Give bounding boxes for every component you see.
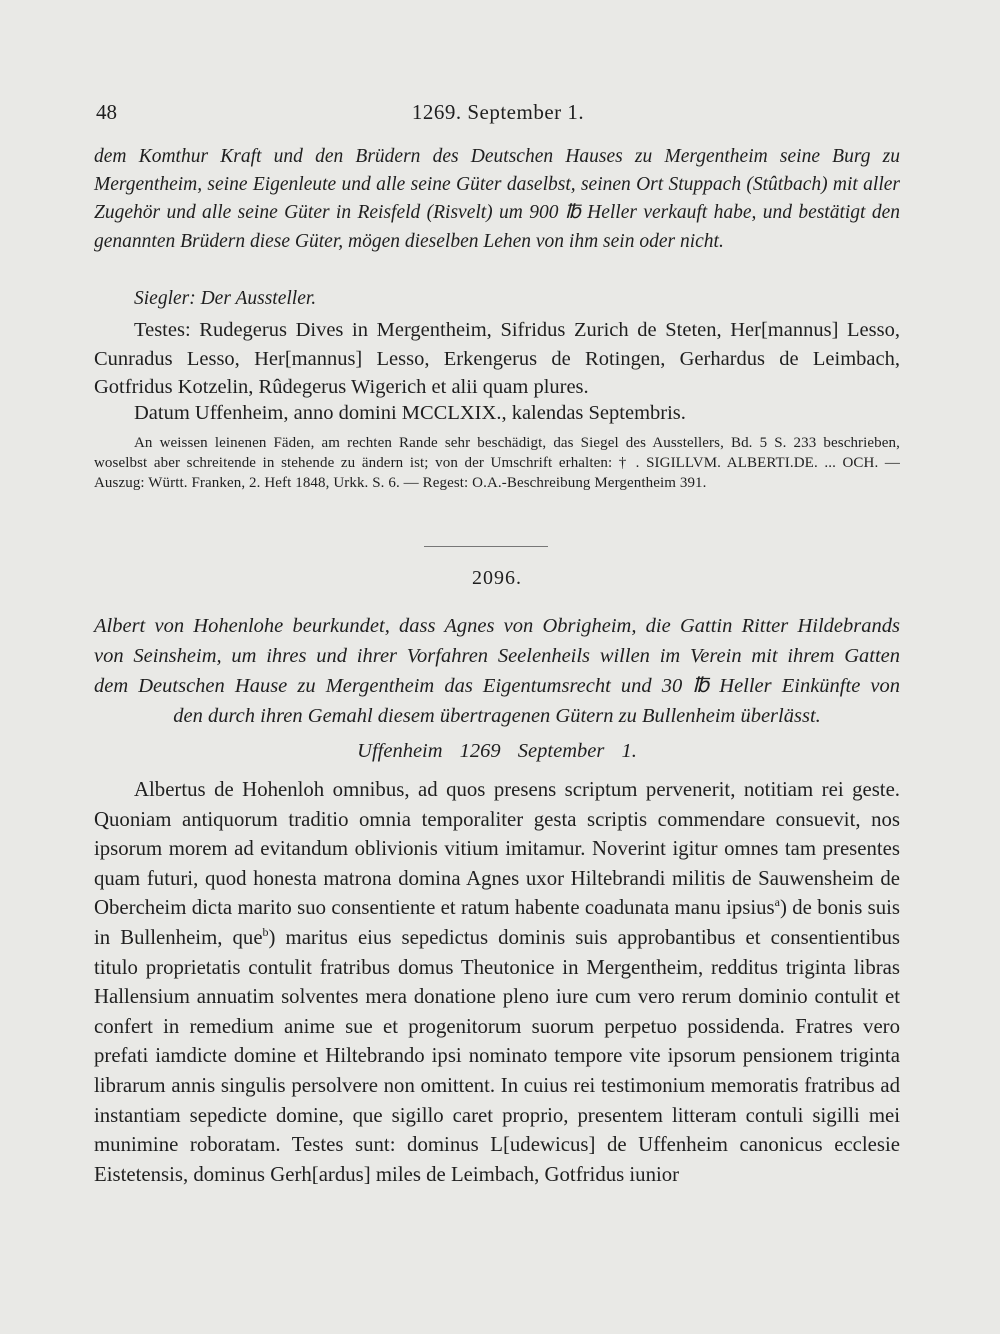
section-divider <box>424 546 548 547</box>
summary-line: dem Deutschen Hause zu Mergentheim das Eigentumsrecht und 30 ℔ Heller Einkünfte von <box>94 675 900 697</box>
dating-clause: Datum Uffenheim, anno domini MCCLXIX., kalendas Septembris. <box>134 402 686 424</box>
document-summary <box>94 611 900 731</box>
summary-line: Albert von Hohenlohe beurkundet, dass Agnes von Obrigheim, die Gattin Ritter Hildebrands <box>94 615 900 637</box>
sealer-line: Siegler: Der Aussteller. <box>134 288 317 309</box>
charter-text-part: Albertus de Hohenloh omnibus, ad quos presens scriptum pervenerit, notitiam rei geste. Quoniam antiquorum traditio omnia temporaliter gesta scriptis commendare consuevit, nos ipsorum morem ad evitandum oblivionis vitium imitamur. Noverint igitur omnes tam presentes quam futuri, quod honesta matrona domina Agnes uxor Hiltebrandi militis de Sauwensheim de Obercheim dicta marito suo consentiente et ratum habente coadunata manu ipsius <box>94 778 900 920</box>
witnesses-paragraph: Testes: Rudegerus Dives in Mergentheim, Sifridus Zurich de Steten, Her[mannus] Lesso, Cunradus Lesso, Her[mannus] Lesso, Erkengerus de Rotingen, Gerhardus de Leimbach, Gotfridus Kotzelin, Rûdegerus Wigerich et alii quam plures. <box>94 319 900 398</box>
charter-text <box>94 775 900 1189</box>
summary-line: von Seinsheim, um ihres und ihrer Vorfahren Seelenheils willen im Verein mit ihrem Gatten <box>94 645 900 667</box>
running-head-date: 1269. September 1. <box>411 100 585 124</box>
summary-line: den durch ihren Gemahl diesem übertragenen Gütern zu Bullenheim überlässt. <box>173 705 821 727</box>
footnote-marker-a: a <box>774 895 780 910</box>
charter-text-part: ) de bonis suis in Bullenheim, que <box>94 896 900 949</box>
document-number: 2096. <box>472 567 522 589</box>
page-number: 48 <box>96 100 117 124</box>
charter-text-part: ) maritus eius sepedictus dominis suis approbantibus et consentientibus titulo proprietatis contulit fratribus domus Theutonice in Mergentheim, redditus triginta libras Hallensium annuatim solventes mera donatione pleno iure cum vero rerum dominio contulit et confert in remedium anime sue et progenitorum suorum perpetuo possidenda. Fratres vero prefati iamdicte domine et Hiltebrando ipsi nominato tempore vite ipsorum pensionem triginta librarum annis singulis persolvere non omittent. In cuius rei testimonium memoratis fratribus ad instantiam sepedicte domine, que sigillo caret proprio, presentem litteram contuli sigilli mei munimine roboratam. Testes sunt: dominus L[udewicus] de Uffenheim canonicus ecclesie Eistetensis, dominus Gerh[ardus] miles de Leimbach, Gotfridus iunior <box>94 925 900 1186</box>
page-header <box>96 100 900 132</box>
previous-document-summary: dem Komthur Kraft und den Brüdern des Deutschen Hauses zu Mergentheim seine Burg zu Mergentheim, seine Eigenleute und alle seine Güter daselbst, seinen Ort Stuppach (Stûtbach) mit aller Zugehör und alle seine Güter in Reisfeld (Risvelt) um 900 ℔ Heller verkauft habe, und bestätigt den genannten Brüdern diese Güter, mögen dieselben Lehen von ihm sein oder nicht. <box>94 146 900 252</box>
footnote-marker-b: b <box>262 925 269 940</box>
place-date-line: Uffenheim 1269 September 1. <box>357 740 637 762</box>
archival-note: An weissen leinenen Fäden, am rechten Rande sehr beschädigt, das Siegel des Ausstellers, Bd. 5 S. 233 beschrieben, woselbst aber schreitende in stehende zu ändern ist; von der Umschrift erhalten: † . SIGILLVM. ALBERTI.DE. ... OCH. — Auszug: Württ. Franken, 2. Heft 1848, Urkk. S. 6. — Regest: O.A.-Beschreibung Mergentheim 391. <box>94 435 900 491</box>
